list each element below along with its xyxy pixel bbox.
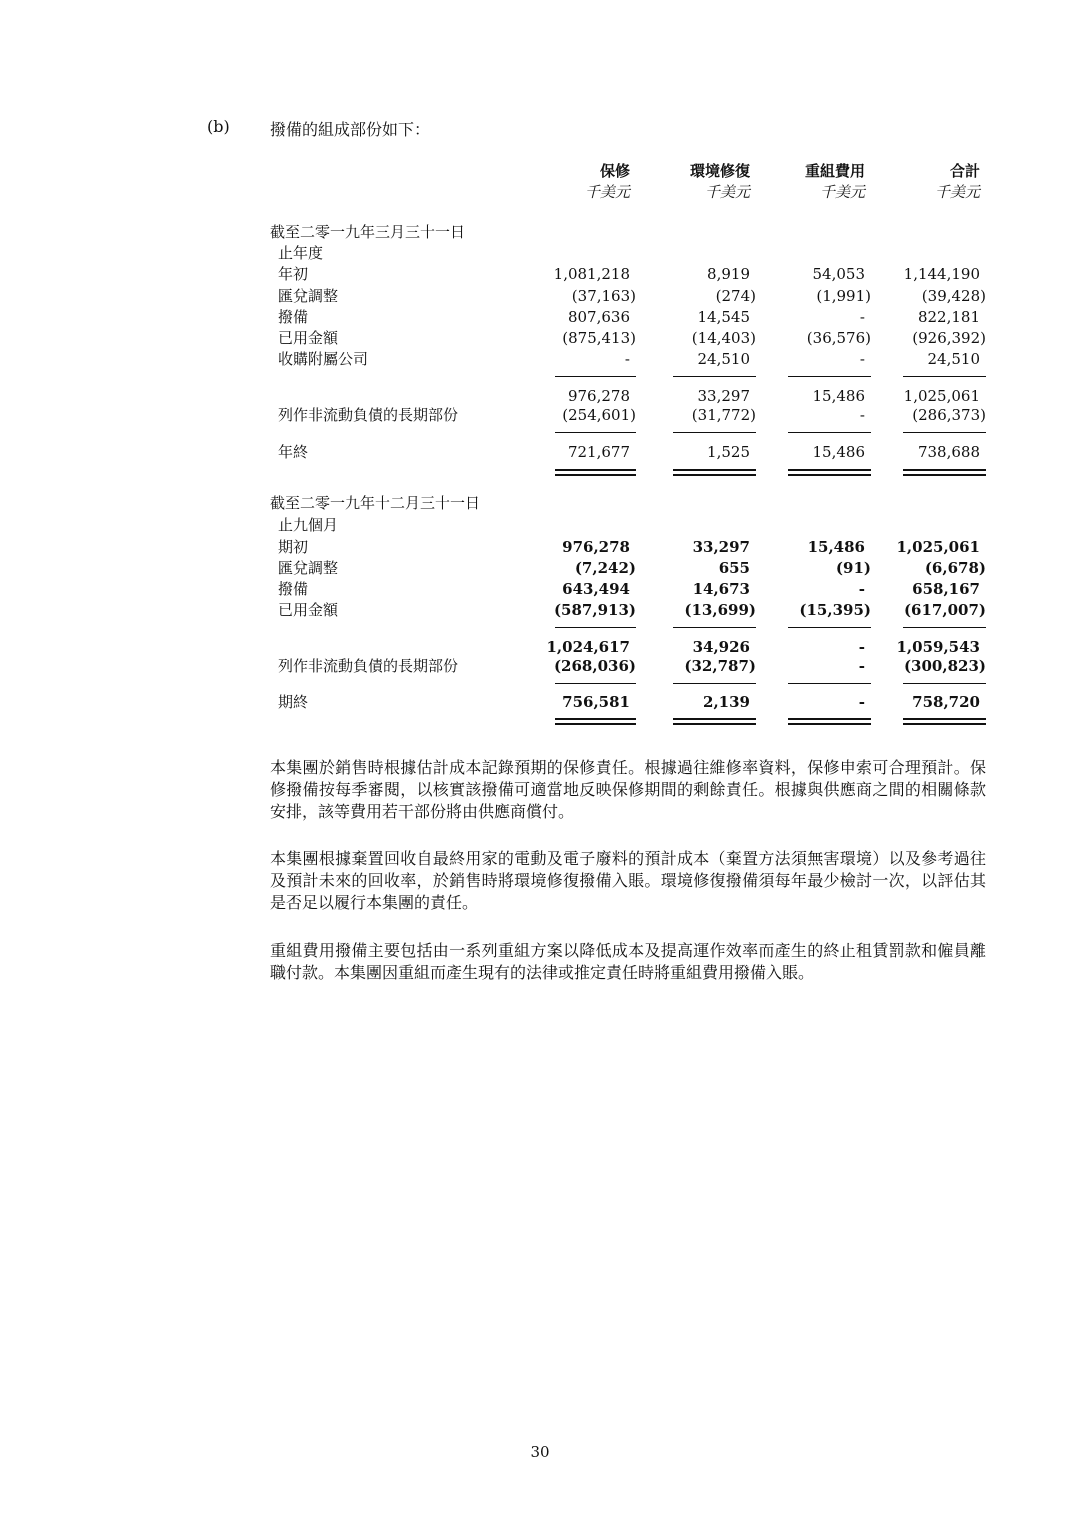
cell: (254,601)	[562, 406, 636, 424]
section1-title-line2: 止年度	[278, 244, 324, 262]
cell: (300,823)	[903, 657, 986, 675]
cell: 34,926	[692, 638, 750, 656]
row-label: 列作非流動負債的長期部份	[278, 406, 459, 424]
double-underline	[788, 718, 871, 725]
double-underline	[788, 469, 871, 476]
row-label: 已用金額	[278, 329, 339, 347]
cell: 1,059,543	[896, 638, 980, 656]
cell: 1,025,061	[896, 538, 980, 556]
cell: (286,373)	[912, 406, 986, 424]
double-underline	[555, 718, 636, 725]
row-label: 期初	[278, 538, 309, 556]
cell: 15,486	[807, 538, 865, 556]
closing-rule	[673, 683, 756, 684]
item-label: (b)	[207, 117, 230, 136]
cell: (7,242)	[574, 559, 636, 577]
closing-rule	[903, 432, 986, 433]
closing-rule	[555, 683, 636, 684]
closing-rule	[673, 432, 756, 433]
col-header-warranty: 保修	[599, 162, 630, 180]
cell: 8,919	[707, 265, 750, 283]
closing-rule	[788, 432, 871, 433]
cell: -	[859, 350, 865, 368]
cell: (926,392)	[912, 329, 986, 347]
col-header-total: 合計	[949, 162, 980, 180]
double-underline	[903, 718, 986, 725]
cell: 24,510	[697, 350, 750, 368]
cell: (587,913)	[553, 601, 636, 619]
cell: -	[858, 693, 865, 711]
cell: 1,144,190	[903, 265, 980, 283]
cell: (32,787)	[684, 657, 756, 675]
section-intro: 撥備的組成部份如下：	[270, 120, 431, 139]
cell: (13,699)	[684, 601, 756, 619]
row-label: 收購附屬公司	[278, 350, 369, 368]
cell: (36,576)	[806, 329, 871, 347]
cell: 822,181	[917, 308, 980, 326]
row-label: 匯兌調整	[278, 559, 339, 577]
paragraph-restructuring: 重組費用撥備主要包括由一系列重組方案以降低成本及提高運作效率而產生的終止租賃罰款和僱員離職付款。本集團因重組而產生現有的法律或推定責任時將重組費用撥備入賬。	[270, 941, 986, 982]
section2-title-line1: 截至二零一九年十二月三十一日	[270, 494, 481, 512]
cell: -	[859, 406, 865, 424]
double-underline	[903, 469, 986, 476]
cell: 54,053	[812, 265, 865, 283]
cell: -	[624, 350, 630, 368]
subtotal-rule	[903, 627, 986, 628]
col-unit-restructuring: 千美元	[819, 183, 865, 201]
row-label: 列作非流動負債的長期部份	[278, 657, 459, 675]
row-label: 年終	[278, 443, 309, 461]
closing-rule	[903, 683, 986, 684]
cell: (274)	[715, 287, 756, 305]
cell: 1,081,218	[553, 265, 630, 283]
cell: -	[858, 657, 865, 675]
cell: (31,772)	[691, 406, 756, 424]
cell: 976,278	[567, 387, 630, 405]
closing-rule	[788, 683, 871, 684]
cell: -	[858, 580, 865, 598]
cell: 33,297	[697, 387, 750, 405]
cell: (268,036)	[553, 657, 636, 675]
cell: (14,403)	[691, 329, 756, 347]
cell: 15,486	[812, 443, 865, 461]
section2-title-line2: 止九個月	[278, 516, 339, 534]
cell: (15,395)	[799, 601, 871, 619]
cell: 976,278	[562, 538, 630, 556]
cell: 24,510	[927, 350, 980, 368]
cell: 643,494	[562, 580, 630, 598]
cell: (617,007)	[903, 601, 986, 619]
col-unit-total: 千美元	[934, 183, 980, 201]
col-header-restructuring: 重組費用	[804, 162, 865, 180]
cell: (39,428)	[921, 287, 986, 305]
closing-rule	[555, 432, 636, 433]
cell: 33,297	[692, 538, 750, 556]
page-number: 30	[530, 1443, 550, 1461]
cell: 807,636	[567, 308, 630, 326]
cell: (875,413)	[562, 329, 636, 347]
cell: 658,167	[912, 580, 980, 598]
row-label: 撥備	[278, 580, 309, 598]
col-header-environmental: 環境修復	[689, 162, 750, 180]
cell: 655	[718, 559, 750, 577]
cell: (91)	[835, 559, 871, 577]
section1-title-line1: 截至二零一九年三月三十一日	[270, 223, 466, 241]
double-underline	[673, 718, 756, 725]
cell: 14,545	[697, 308, 750, 326]
subtotal-rule	[788, 627, 871, 628]
subtotal-rule	[903, 376, 986, 377]
cell: 14,673	[692, 580, 750, 598]
cell: -	[859, 308, 865, 326]
cell: 2,139	[703, 693, 750, 711]
subtotal-rule	[673, 627, 756, 628]
cell: (37,163)	[571, 287, 636, 305]
cell: -	[858, 638, 865, 656]
paragraph-warranty: 本集團於銷售時根據估計成本記錄預期的保修責任。根據過往維修率資料，保修申索可合理預計。保修撥備按每季審閱，以核實該撥備可適當地反映保修期間的剩餘責任。根據與供應商之間的相關條款安排，該等費用若干部份將由供應商償付。	[270, 758, 986, 821]
row-label: 撥備	[278, 308, 309, 326]
cell: 1,025,061	[903, 387, 980, 405]
subtotal-rule	[555, 376, 636, 377]
double-underline	[555, 469, 636, 476]
cell: 758,720	[912, 693, 980, 711]
paragraph-environmental: 本集團根據棄置回收自最終用家的電動及電子廢料的預計成本（棄置方法須無害環境）以及參考過往及預計未來的回收率，於銷售時將環境修復撥備入賬。環境修復撥備須每年最少檢討一次，以評估其是否足以履行本集團的責任。	[270, 849, 986, 912]
cell: 1,525	[707, 443, 750, 461]
row-label: 年初	[278, 265, 309, 283]
cell: 738,688	[917, 443, 980, 461]
row-label: 匯兌調整	[278, 287, 339, 305]
double-underline	[673, 469, 756, 476]
row-label: 期終	[278, 693, 309, 711]
col-unit-warranty: 千美元	[584, 183, 630, 201]
cell: (1,991)	[816, 287, 871, 305]
col-unit-environmental: 千美元	[704, 183, 750, 201]
subtotal-rule	[555, 627, 636, 628]
subtotal-rule	[673, 376, 756, 377]
cell: 721,677	[567, 443, 630, 461]
cell: 1,024,617	[546, 638, 630, 656]
cell: (6,678)	[924, 559, 986, 577]
row-label: 已用金額	[278, 601, 339, 619]
subtotal-rule	[788, 376, 871, 377]
cell: 15,486	[812, 387, 865, 405]
cell: 756,581	[562, 693, 630, 711]
